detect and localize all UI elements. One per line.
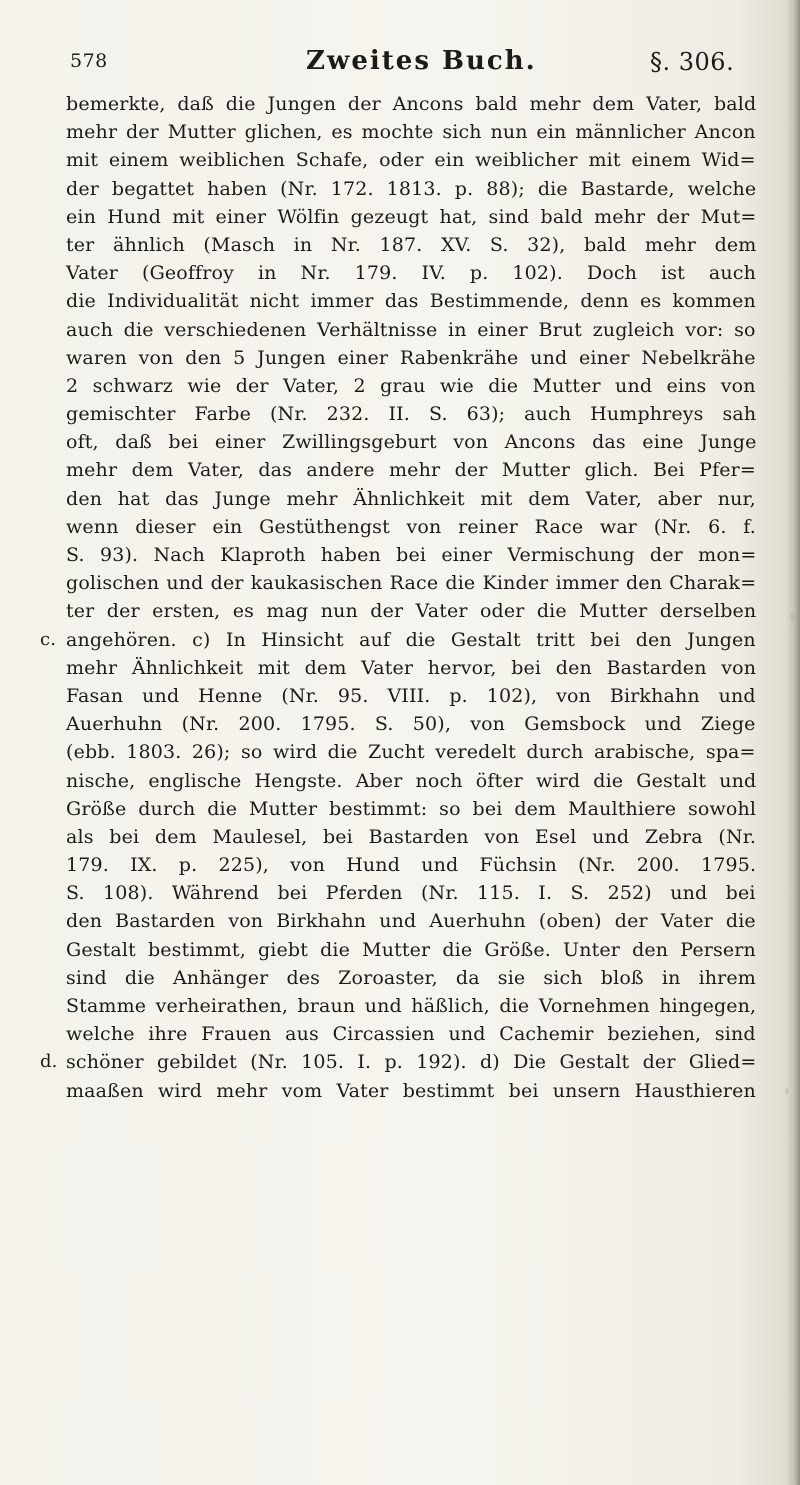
line-text: oft, daß bei einer Zwillingsgeburt von Ancons das eine Junge: [66, 431, 757, 454]
line-text: nische, englische Hengste. Aber noch öfter wird die Gestalt und: [66, 769, 757, 792]
line-text: S. 93). Nach Klaproth haben bei einer Vermischung der mon=: [66, 544, 757, 566]
text-line: [66, 203, 756, 231]
line-text: auch die verschiedenen Verhältnisse in einer Brut zugleich vor: so: [66, 318, 756, 341]
paper-fleck: [790, 612, 795, 621]
line-text: mit einem weiblichen Schafe, oder ein weiblicher mit einem Wid=: [66, 149, 756, 172]
line-text: Auerhuhn (Nr. 200. 1795. S. 50), von Gemsbock und Ziege: [66, 713, 756, 736]
line-text: welche ihre Frauen aus Circassien und Cachemir beziehen, sind: [66, 1023, 756, 1046]
page-number: 578: [70, 50, 108, 72]
line-text: waren von den 5 Jungen einer Rabenkrähe und einer Nebelkrähe: [66, 346, 756, 369]
text-line: [66, 372, 756, 400]
running-header: [0, 44, 800, 84]
line-text: maaßen wird mehr vom Vater bestimmt bei unsern Hausthieren: [66, 1079, 756, 1102]
text-line: [66, 1020, 756, 1048]
text-line: [66, 936, 756, 964]
text-line: [66, 513, 756, 541]
line-text: angehören. c) In Hinsicht auf die Gestalt tritt bei den Jungen: [66, 628, 756, 651]
text-line: [66, 738, 756, 766]
text-line: [66, 569, 756, 597]
line-text: mehr dem Vater, das andere mehr der Mutter glich. Bei Pfer=: [66, 459, 756, 482]
body-text: [40, 90, 757, 1105]
text-line: [66, 175, 756, 203]
text-line: [40, 1048, 757, 1076]
line-text: gemischter Farbe (Nr. 232. II. S. 63); auch Humphreys sah: [66, 403, 757, 426]
line-text: mehr der Mutter glichen, es mochte sich nun ein männlicher Ancon: [66, 121, 756, 144]
text-line: [66, 344, 756, 372]
line-text: Vater (Geoffroy in Nr. 179. IV. p. 102). Doch ist auch: [66, 262, 756, 285]
marginal-letter: c.: [40, 628, 57, 650]
text-line: [66, 907, 756, 935]
text-line: [66, 992, 756, 1020]
line-text: Stamme verheirathen, braun und häßlich, die Vornehmen hingegen,: [66, 995, 757, 1017]
line-text: 2 schwarz wie der Vater, 2 grau wie die Mutter und eins von: [66, 374, 756, 397]
text-line: [66, 90, 756, 118]
line-text: mehr Ähnlichkeit mit dem Vater hervor, bei den Bastarden von: [66, 656, 757, 679]
line-text: bemerkte, daß die Jungen der Ancons bald mehr dem Vater, bald: [66, 93, 757, 115]
text-line: [66, 879, 756, 907]
text-line: [66, 654, 756, 682]
running-title: Zweites Buch.: [306, 46, 537, 76]
marginal-letter: d.: [40, 1051, 58, 1073]
text-line: [66, 456, 756, 484]
page-edge-shadow: [786, 0, 800, 1485]
line-text: golischen und der kaukasischen Race die Kinder immer den Charak=: [66, 572, 757, 595]
line-text: ter der ersten, es mag nun der Vater oder die Mutter derselben: [66, 600, 757, 623]
text-line: [66, 1077, 756, 1105]
line-text: schöner gebildet (Nr. 105. I. p. 192). d) Die Gestalt der Glied=: [66, 1051, 757, 1074]
line-text: Fasan und Henne (Nr. 95. VIII. p. 102), von Birkhahn und: [66, 684, 756, 707]
text-line: [66, 231, 756, 259]
paper-fleck: [785, 1088, 789, 1095]
line-text: den hat das Junge mehr Ähnlichkeit mit dem Vater, aber nur,: [66, 487, 756, 510]
text-line: [40, 626, 756, 654]
line-text: ter ähnlich (Masch in Nr. 187. XV. S. 32), bald mehr dem: [66, 233, 757, 256]
text-line: [66, 767, 756, 795]
text-line: [66, 400, 756, 428]
text-line: [66, 795, 756, 823]
line-text: der begattet haben (Nr. 172. 1813. p. 88); die Bastarde, welche: [66, 177, 757, 200]
text-line: [66, 597, 756, 625]
text-line: [66, 146, 756, 174]
text-line: [66, 541, 756, 569]
text-line: [66, 485, 756, 513]
text-line: [66, 823, 756, 851]
text-line: [66, 287, 756, 315]
line-text: sind die Anhänger des Zoroaster, da sie sich bloß in ihrem: [66, 966, 756, 989]
line-text: wenn dieser ein Gestüthengst von reiner Race war (Nr. 6. f.: [66, 515, 756, 538]
section-number: §. 306.: [650, 48, 735, 76]
line-text: 179. IX. p. 225), von Hund und Füchsin (Nr. 200. 1795.: [66, 854, 757, 877]
line-text: den Bastarden von Birkhahn und Auerhuhn (oben) der Vater die: [66, 910, 756, 933]
line-text: (ebb. 1803. 26); so wird die Zucht veredelt durch arabische, spa=: [66, 741, 756, 764]
text-line: [66, 964, 756, 992]
text-line: [66, 428, 756, 456]
text-line: [66, 259, 756, 287]
line-text: Größe durch die Mutter bestimmt: so bei dem Maulthiere sowohl: [66, 797, 757, 820]
text-line: [66, 682, 756, 710]
text-line: [66, 118, 756, 146]
text-line: [66, 851, 756, 879]
line-text: als bei dem Maulesel, bei Bastarden von Esel und Zebra (Nr.: [66, 825, 757, 848]
line-text: ein Hund mit einer Wölfin gezeugt hat, sind bald mehr der Mut=: [66, 205, 757, 228]
line-text: die Individualität nicht immer das Bestimmende, denn es kommen: [66, 290, 756, 313]
line-text: S. 108). Während bei Pferden (Nr. 115. I. S. 252) und bei: [66, 882, 756, 905]
text-line: [66, 710, 756, 738]
line-text: Gestalt bestimmt, giebt die Mutter die Größe. Unter den Persern: [66, 938, 756, 961]
text-line: [66, 316, 756, 344]
